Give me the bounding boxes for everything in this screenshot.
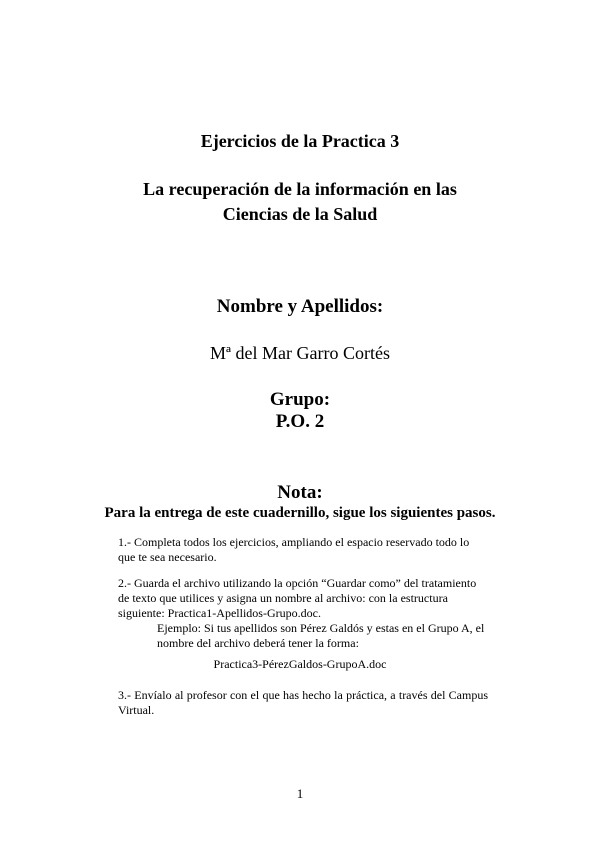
name-value: Mª del Mar Garro Cortés bbox=[210, 343, 390, 363]
note-subtitle: Para la entrega de este cuadernillo, sigue los siguientes pasos. bbox=[104, 505, 496, 521]
group-label: Grupo: bbox=[269, 389, 331, 410]
subtitle-line-2: Ciencias de la Salud bbox=[222, 204, 378, 224]
subtitle-line-1: La recuperación de la información en las bbox=[143, 179, 457, 199]
page-number: 1 bbox=[296, 786, 304, 801]
instruction-step-2: 2.- Guarda el archivo utilizando la opción “Guardar como” del tratamiento de texto que utilices y asigna un nombre al archivo: con la estructura siguiente: Practica1-Apellidos-Grupo.doc. bbox=[118, 576, 477, 620]
document-title: Ejercicios de la Practica 3 bbox=[200, 131, 400, 151]
instruction-step-3: 3.- Envíalo al profesor con el que has hecho la práctica, a través del Campus Virtual. bbox=[118, 688, 488, 717]
example-filename: Practica3-PérezGaldos-GrupoA.doc bbox=[213, 657, 387, 671]
instruction-step-1: 1.- Completa todos los ejercicios, ampliando el espacio reservado todo lo que te sea necesario. bbox=[118, 535, 470, 564]
document-subtitle bbox=[0, 177, 600, 227]
group-value: P.O. 2 bbox=[275, 411, 325, 432]
name-label: Nombre y Apellidos: bbox=[216, 296, 384, 317]
note-label: Nota: bbox=[277, 482, 323, 503]
instruction-example: Ejemplo: Si tus apellidos son Pérez Galdós y estas en el Grupo A, el nombre del archivo deberá tener la forma: bbox=[157, 621, 485, 650]
